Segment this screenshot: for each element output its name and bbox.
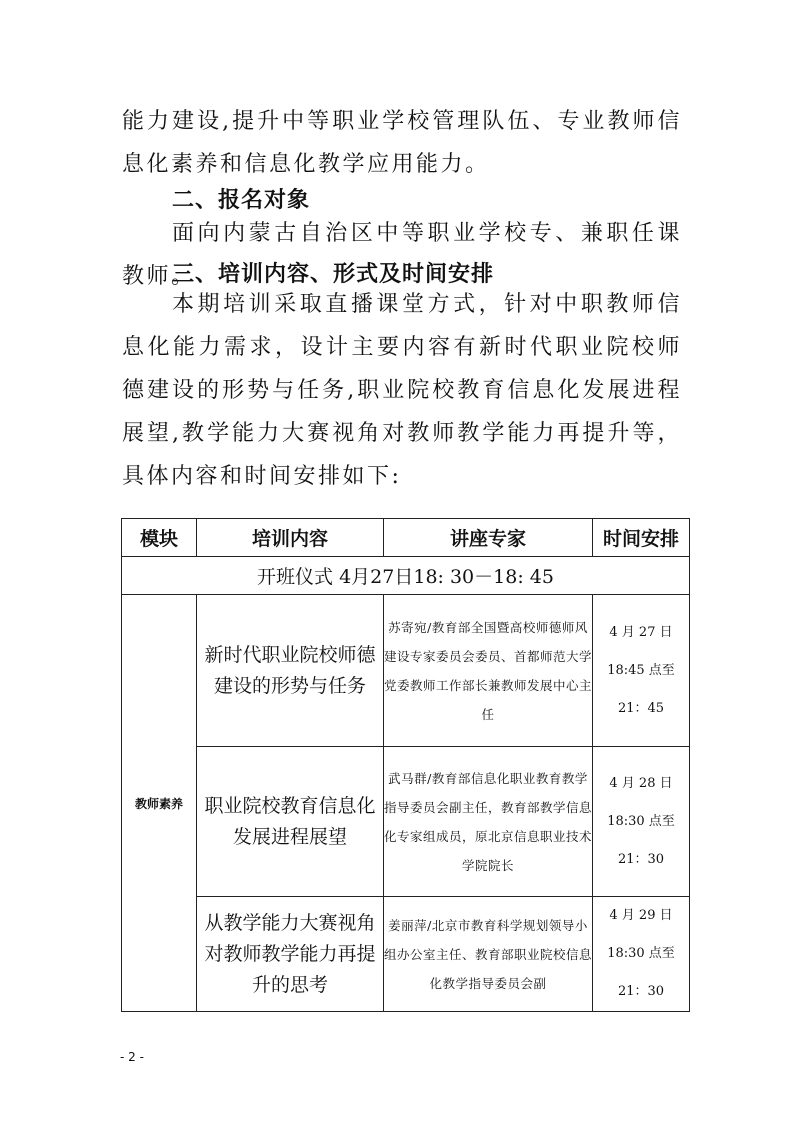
header-expert: 讲座专家 xyxy=(384,519,593,557)
time-end: 21：45 xyxy=(617,700,665,716)
content-cell: 新时代职业院校师德建设的形势与任务 xyxy=(197,595,384,747)
ceremony-cell: 开班仪式 4月27日18: 30－18: 45 xyxy=(122,557,690,595)
time-cell xyxy=(593,747,690,897)
expert-cell: 苏寄宛/教育部全国暨高校师德师风建设专家委员会委员、首都师范大学党委教师工作部长兼教师发展中心主任 xyxy=(384,595,593,747)
time-cell xyxy=(593,897,690,1012)
table-row xyxy=(122,897,690,1012)
time-date: 4 月 28 日 xyxy=(609,775,673,791)
time-start: 18:30 点至 xyxy=(607,946,675,961)
section-heading-3: 三、培训内容、形式及时间安排 xyxy=(172,262,495,287)
paragraph-1: 能力建设,提升中等职业学校管理队伍、专业教师信息化素养和信息化教学应用能力。 xyxy=(122,109,682,177)
content-cell: 从教学能力大赛视角对教师教学能力再提升的思考 xyxy=(197,897,384,1012)
paragraph-3: 本期培训采取直播课堂方式，针对中职教师信息化能力需求，设计主要内容有新时代职业院校师德建设的形势与任务,职业院校教育信息化发展进程展望,教学能力大赛视角对教师教学能力再提升等，具体内容和时间安排如下: xyxy=(122,292,682,489)
expert-cell: 武马群/教育部信息化职业教育教学指导委员会副主任，教育部教学信息化专家组成员，原北京信息职业技术学院院长 xyxy=(384,747,593,897)
section-heading-2: 二、报名对象 xyxy=(172,188,311,213)
time-start: 18:45 点至 xyxy=(607,662,675,678)
time-end: 21：30 xyxy=(617,851,665,867)
table-header-row xyxy=(122,519,690,557)
ceremony-row xyxy=(122,557,690,595)
time-end: 21：30 xyxy=(617,984,665,999)
paragraph-2: 面向内蒙古自治区中等职业学校专、兼职任课教师。 xyxy=(122,221,682,289)
time-date: 4 月 27 日 xyxy=(609,624,673,640)
header-time: 时间安排 xyxy=(593,519,690,557)
content-cell: 职业院校教育信息化发展进程展望 xyxy=(197,747,384,897)
page-number: - 2 - xyxy=(120,1050,144,1064)
time-cell xyxy=(593,595,690,747)
time-date: 4 月 29 日 xyxy=(609,908,673,923)
expert-cell: 姜丽萍/北京市教育科学规划领导小组办公室主任、教育部职业院校信息化教学指导委员会副 xyxy=(384,897,593,1012)
table-row xyxy=(122,747,690,897)
training-schedule-table xyxy=(121,518,690,1012)
header-content: 培训内容 xyxy=(197,519,384,557)
time-start: 18:30 点至 xyxy=(607,813,675,829)
header-module: 模块 xyxy=(122,519,197,557)
table-row xyxy=(122,595,690,747)
module-cell: 教师素养 xyxy=(122,595,197,1012)
